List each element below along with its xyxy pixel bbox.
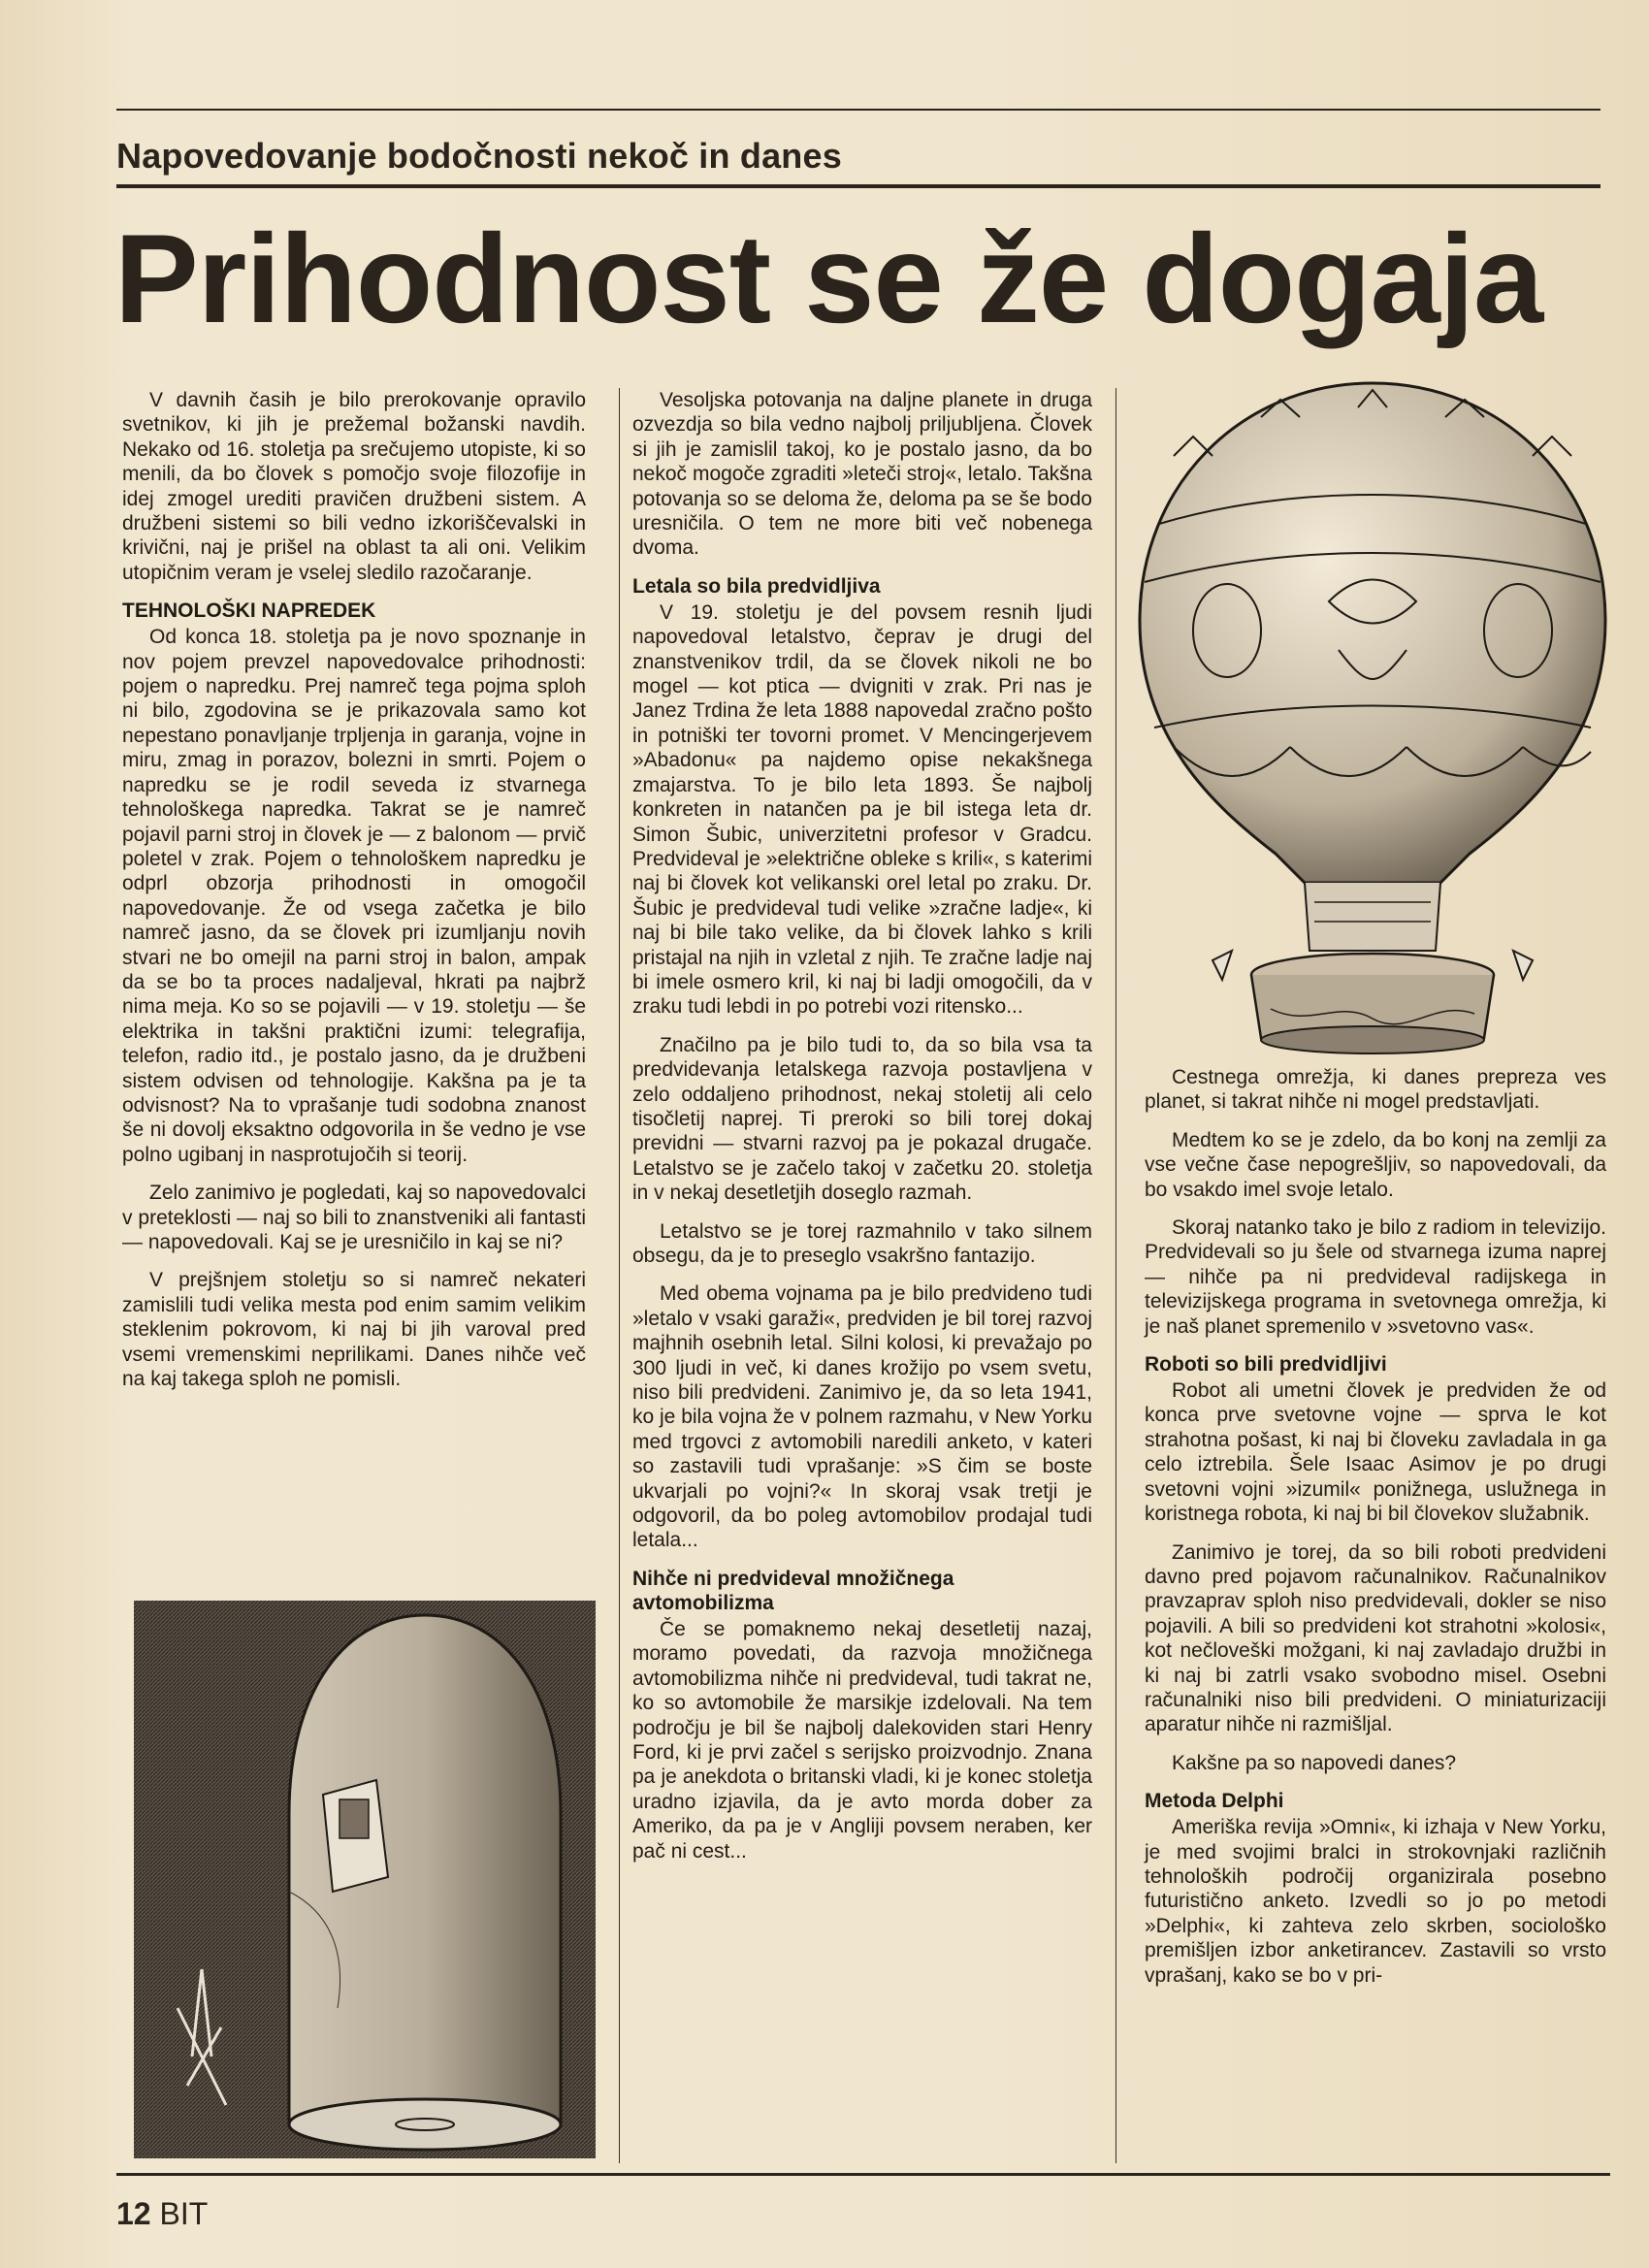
top-rule xyxy=(116,109,1600,111)
page-footer xyxy=(116,2196,208,2232)
col1-paragraph: V davnih časih je bilo prerokovanje opravilo svetnikov, ki jih je prežemal božanski navdih. Nekako od 16. stoletja pa srečujemo utopiste, ki so menili, da bo človek s pomočjo svoje filozofije in idej zmogel urediti pravičen družbeni sistem. A družbeni sistemi so bili vedno izkoriščevalski in krivični, naj je prišel na oblast ta ali oni. Velikim utopičnim veram je vselej sledilo razočaranje. xyxy=(122,389,586,584)
page-number: 12 xyxy=(116,2196,151,2231)
col2-paragraph: V 19. stoletju je del povsem resnih ljudi napovedoval letalstvo, čeprav je drugi del znanstvenikov trdil, da se človek nikoli ne bo mogel — kot ptica — dvigniti v zrak. Pri nas je Janez Trdina že leta 1888 napovedal zračno pošto in potniški ter tovorni promet. V Mencingerjevem »Abadonu« pa najdemo opise nekakšnega zmajarstva. To je bilo leta 1893. Še najbolj konkreten in natančen pa je bil istega leta dr. Simon Šubic, univerzitetni profesor v Gradcu. Predvideval je »električne obleke s krili«, s katerimi naj bi človek kot velikanski orel letal po zraku. Dr. Šubic je predvideval tudi velike »zračne ladje«, ki naj bi bile tako velike, da bi človek lahko s krili pristajal na njih in vzletal z njih. Te zračne ladje naj bi imele osmero kril, ki naj bi ladji omogočili, da v zraku tudi lebdi in po potrebi vozi ritensko... xyxy=(632,600,1092,1019)
col2-paragraph: Med obema vojnama pa je bilo predvideno tudi »letalo v vsaki garaži«, predviden je bil torej razvoj majhnih osebnih letal. Silni kolosi, ki prevažajo po 300 ljudi in več, ki danes krožijo po vsem svetu, niso bili predvideni. Zanimivo je, da so leta 1941, ko je bila vojna že v polnem razmahu, v New Yorku med trgovci z avtomobili naredili anketo, v kateri so zastavili tudi vprašanje: »S čim se boste ukvarjali po vojni?« In skoraj vsak tretji je odgovoril, da bo poleg avtomobilov prodajal tudi letala... xyxy=(632,1282,1092,1552)
magazine-name: BIT xyxy=(159,2196,209,2231)
col2-subheading: Letala so bila predvidljiva xyxy=(632,574,881,598)
column-2 xyxy=(632,388,1092,1877)
col2-subheading: Nihče ni predvideval množičnega avtomobilizma xyxy=(632,1567,954,1614)
col2-paragraph: Vesoljska potovanja na daljne planete in druga ozvezdja so bila vedno najbolj priljubljena. Človek si jih je zamislil takoj, ko je postalo jasno, da bo nekoč mogoče zgraditi »leteči stroj«, letalo. Takšna potovanja so se deloma že, deloma pa se še bodo uresničila. O tem ne more biti več nobenega dvoma. xyxy=(632,389,1092,560)
col2-paragraph: Letalstvo se je torej razmahnilo v tako silnem obsegu, da je to preseglo vsakršno fantazijo. xyxy=(632,1219,1092,1267)
col3-subheading: Metoda Delphi xyxy=(1145,1790,1284,1813)
article-headline: Prihodnost se že dogaja xyxy=(114,208,1543,349)
col3-paragraph: Robot ali umetni človek je predviden že od konca prve svetovne vojne — sprva le kot strahotna pošast, ki naj bi človeku zavladala in ga celo iztrebila. Šele Isaac Asimov je po drugi svetovni vojni »izumil« ponižnega, uslužnega in koristnega robota, ki naj bi bil človekov služabnik. xyxy=(1145,1379,1606,1526)
article-kicker: Napovedovanje bodočnosti nekoč in danes xyxy=(116,136,842,176)
col2-paragraph: Značilno pa je bilo tudi to, da so bila vsa ta predvidevanja letalskega razvoja postavljena v zelo oddaljeno prihodnost, nekaj stoletij ali celo tisočletij naprej. Ti preroki so bili torej dokaj previdni — stvarni razvoj pa je pokazal drugače. Letalstvo se je začelo takoj v začetku 20. stoletja in v nekaj desetletjih doseglo razmah. xyxy=(632,1033,1092,1205)
col3-paragraph: Cestnega omrežja, ki danes prepreza ves planet, si takrat nihče ni mogel predstavljati. xyxy=(1145,1066,1606,1114)
column-1 xyxy=(122,388,586,1405)
hot-air-balloon-illustration xyxy=(1135,378,1610,1057)
col1-paragraph: Od konca 18. stoletja pa je novo spoznanje in nov pojem prevzel napovedovalce prihodnosti: pojem o napredku. Prej namreč tega pojma sploh ni bilo, zgodovina se je prikazovala samo kot nepestano ponavljanje trpljenja in garanja, vojne in miru, zmag in porazov, bolezni in smrti. Pojem o napredku se je rodil seveda iz stvarnega tehnološkega napredka. Takrat se je namreč pojavil parni stroj in človek je — z balonom — prvič poletel v zrak. Pojem o tehnološkem napredku je odprl obzorja prihodnosti in omogočil napovedovanje. Že od vsega začetka je bilo namreč jasno, da se človek pri izumljanju novih stvari ne bo omejil na parni stroj in balon, ampak da se bo ta proces nadaljeval, hkrati pa najbrž nima meja. Ko so se pojavili — v 19. stoletju — še elektrika in takšni praktični izumi: telegrafija, telefon, radio itd., je postalo jasno, da je družbeni sistem odvisen od tehnologije. Kakšna pa je ta odvisnost? Na to vprašanje tudi sodobna znanost še ni dovolj eksaktno odgovorila in še vedno je vse polno ugibanj in nasprotujočih si teorij. xyxy=(122,626,586,1166)
col3-paragraph: Ameriška revija »Omni«, ki izhaja v New Yorku, je med svojimi bralci in strokovnjaki različnih tehnoloških področij organizirala posebno futuristično anketo. Izvedli so jo po metodi »Delphi«, ki zahteva zelo skrben, sociološko premišljen izbor anketirancev. Zastavili so vrsto vprašanj, kako se bo v pri- xyxy=(1145,1816,1606,1987)
col3-paragraph: Medtem ko se je zdelo, da bo konj na zemlji za vse večne čase nepogrešljiv, so napovedovali, da bo vsakdo imel svoje letalo. xyxy=(1145,1128,1606,1201)
col3-paragraph: Zanimivo je torej, da so bili roboti predvideni davno pred pojavom računalnikov. Računalnikov pravzaprav sploh niso predvidevali, dokler se niso pojavili. A bili so predvideni kot strahotni »kolosi«, kot nečloveški možgani, ki naj zavladajo družbi in ki naj bi zatrli vsako svobodno misel. Osebni računalniki niso bili predvideni. O miniaturizaciji aparatur nihče ni razmišljal. xyxy=(1145,1540,1606,1736)
column-3 xyxy=(1145,1065,1606,2001)
bottom-rule xyxy=(116,2173,1610,2176)
col3-paragraph: Kakšne pa so napovedi danes? xyxy=(1172,1751,1457,1774)
col3-subheading: Roboti so bili predvidljivi xyxy=(1145,1353,1387,1377)
col1-paragraph: V prejšnjem stoletju so si namreč nekateri zamislili tudi velika mesta pod enim samim velikim steklenim pokrovom, ki naj bi jih varoval pred vsemi vremenskimi neprilikami. Danes nihče več na kaj takega sploh ne pomisli. xyxy=(122,1269,586,1391)
col2-paragraph: Če se pomaknemo nekaj desetletij nazaj, moramo povedati, da razvoja množičnega avtomobilizma nihče ni predvideval, tudi takrat ne, ko so avtomobile že marsikje izdelovali. Na tem področju je bil še najbolj dalekoviden stari Henry Ford, ki je prvi začel s serijsko proizvodnjo. Znana pa je anekdota o britanski vladi, ki je konec stoletja uradno izjavila, da je avto morda dober za Ameriko, da pa je v Angliji povsem neraben, ker pač ni cest... xyxy=(632,1617,1092,1863)
col1-paragraph: Zelo zanimivo je pogledati, kaj so napovedovalci v preteklosti — naj so bili to znanstveniki ali fantasti — napovedovali. Kaj se je uresničilo in kaj se ni? xyxy=(122,1182,586,1253)
column-divider-1 xyxy=(619,388,620,2163)
col3-paragraph: Skoraj natanko tako je bilo z radiom in televizijo. Predvidevali so ju šele od stvarnega izuma naprej — nihče pa ni predvideval radijskega in televizijskega programa in svetovnega omrežja, ki je naš planet spremenilo v »svetovno vas«. xyxy=(1145,1216,1606,1338)
col1-subheading: TEHNOLOŠKI NAPREDEK xyxy=(122,599,376,623)
kicker-rule xyxy=(116,184,1600,188)
glass-dome-illustration xyxy=(134,1601,596,2158)
